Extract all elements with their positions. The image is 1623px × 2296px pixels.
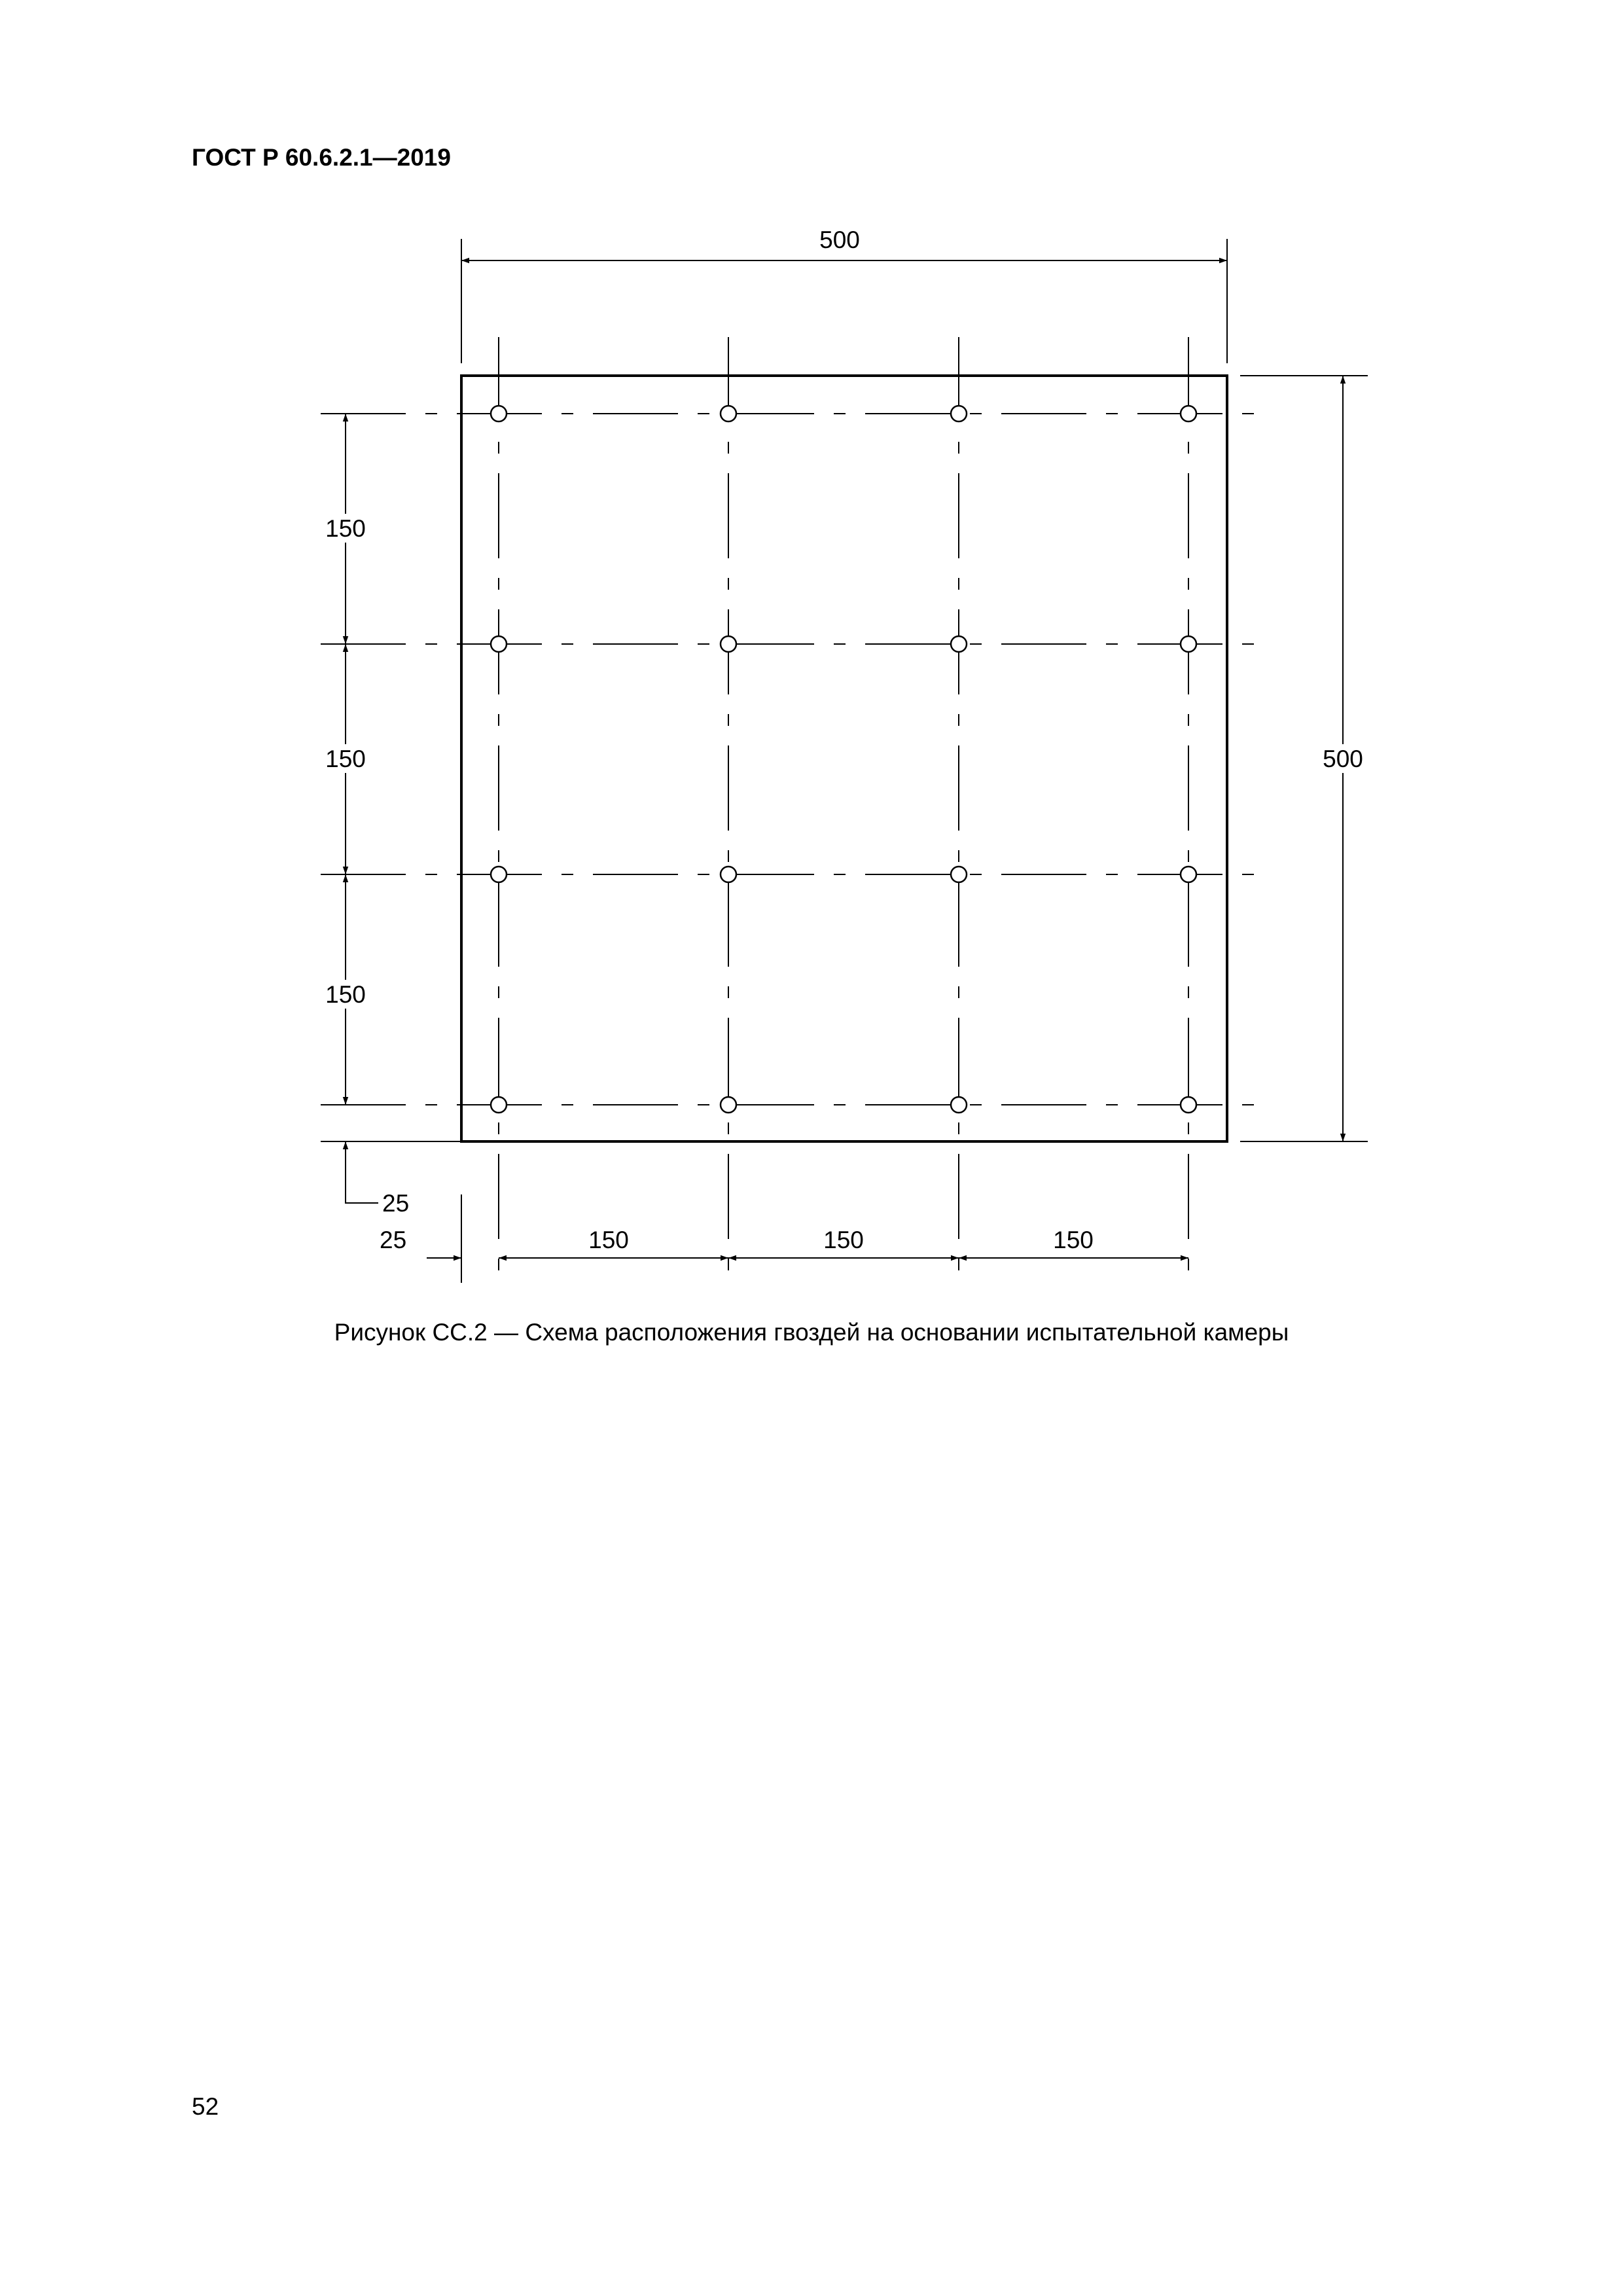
dim-bottom-margin: 25: [380, 1227, 407, 1253]
dim-top-width: 500: [819, 226, 860, 253]
nail-holes: [491, 406, 1196, 1113]
document-header: ГОСТ Р 60.6.2.1—2019: [192, 144, 451, 171]
dim-left-spacing-1: 150: [325, 515, 366, 542]
base-plate-outline: [461, 376, 1227, 1141]
dim-left-margin: 25: [382, 1190, 410, 1217]
dim-left-spacing-2: 150: [325, 745, 366, 772]
page-number: 52: [192, 2093, 219, 2120]
figure-caption: Рисунок СС.2 — Схема расположения гвоздей на основании испытательной камеры: [334, 1319, 1289, 1346]
dim-left-spacing-3: 150: [325, 981, 366, 1008]
dim-bottom-spacing-1: 150: [588, 1227, 629, 1253]
dim-bottom-spacing-3: 150: [1053, 1227, 1094, 1253]
dim-right-height: 500: [1323, 745, 1363, 772]
extension-lines: [321, 239, 1368, 1283]
dim-bottom-spacing-2: 150: [823, 1227, 864, 1253]
dimension-text-backgrounds: [323, 514, 1367, 1009]
